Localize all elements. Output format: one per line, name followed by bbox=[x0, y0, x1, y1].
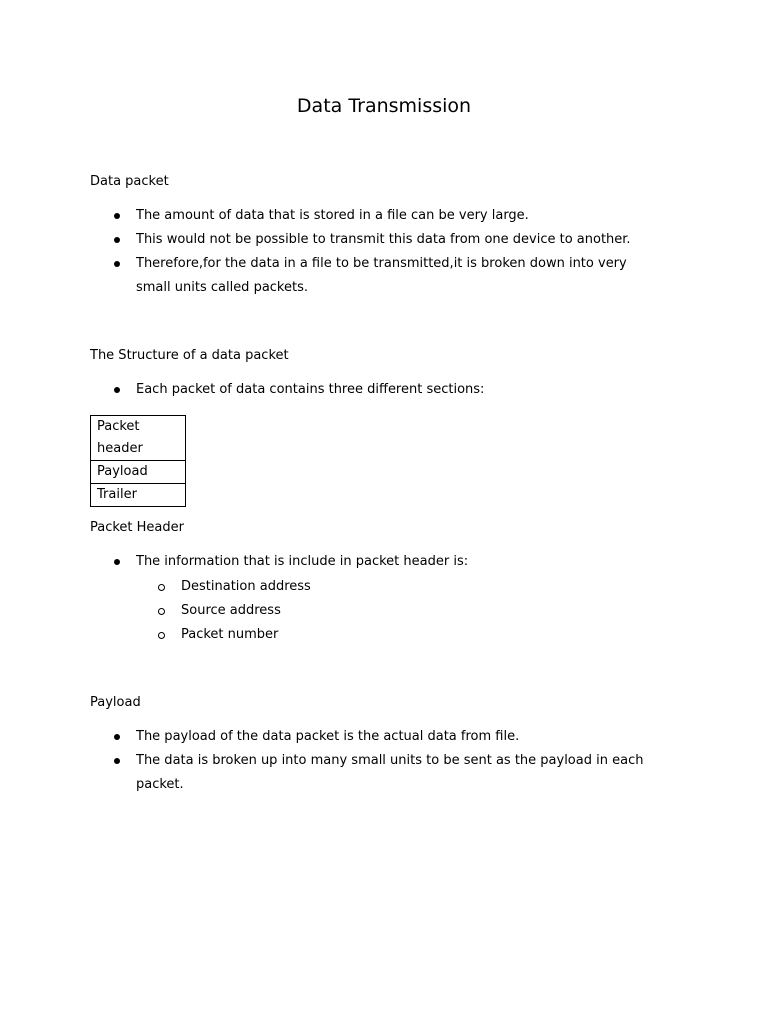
bullet-text: The amount of data that is stored in a file can be very large. bbox=[136, 208, 529, 223]
page-title: Data Transmission bbox=[296, 95, 472, 117]
table-row bbox=[91, 484, 186, 507]
list-item bbox=[0, 378, 656, 402]
bullet-icon bbox=[114, 261, 120, 267]
packet-structure-table bbox=[90, 415, 186, 507]
list-item bbox=[0, 204, 656, 228]
section-heading-structure: The Structure of a data packet bbox=[90, 348, 289, 363]
bullet-text: This would not be possible to transmit this data from one device to another. bbox=[136, 232, 631, 247]
table-cell-payload: Payload bbox=[91, 461, 186, 484]
sub-item-text: Source address bbox=[181, 603, 281, 618]
bullet-icon bbox=[114, 213, 120, 219]
section-heading-packet-header: Packet Header bbox=[90, 520, 184, 535]
packet-header-bullet-list bbox=[0, 550, 656, 574]
table-cell-packet-header: Packet header bbox=[91, 416, 186, 461]
bullet-text: Each packet of data contains three different sections: bbox=[136, 382, 485, 397]
bullet-icon bbox=[114, 734, 120, 740]
sub-list-item bbox=[0, 623, 311, 647]
table-row bbox=[91, 461, 186, 484]
bullet-text: The data is broken up into many small units to be sent as the payload in each packet. bbox=[136, 753, 644, 792]
packet-header-sub-list bbox=[0, 575, 311, 647]
list-item bbox=[0, 725, 656, 749]
sub-list-item bbox=[0, 575, 311, 599]
data-packet-bullet-list bbox=[0, 204, 656, 300]
sub-list-item bbox=[0, 599, 311, 623]
list-item bbox=[0, 252, 656, 300]
bullet-icon bbox=[114, 758, 120, 764]
circle-bullet-icon bbox=[158, 584, 165, 591]
bullet-icon bbox=[114, 237, 120, 243]
bullet-text: The payload of the data packet is the actual data from file. bbox=[136, 729, 520, 744]
payload-bullet-list bbox=[0, 725, 656, 797]
table-cell-trailer: Trailer bbox=[91, 484, 186, 507]
sub-item-text: Packet number bbox=[181, 627, 279, 642]
circle-bullet-icon bbox=[158, 608, 165, 615]
bullet-text: The information that is include in packet header is: bbox=[136, 554, 469, 569]
structure-bullet-list bbox=[0, 378, 656, 402]
list-item bbox=[0, 749, 656, 797]
section-heading-payload: Payload bbox=[90, 695, 141, 710]
list-item bbox=[0, 228, 656, 252]
bullet-icon bbox=[114, 387, 120, 393]
table-row bbox=[91, 416, 186, 461]
section-heading-data-packet: Data packet bbox=[90, 174, 169, 189]
bullet-icon bbox=[114, 559, 120, 565]
sub-item-text: Destination address bbox=[181, 579, 311, 594]
circle-bullet-icon bbox=[158, 632, 165, 639]
bullet-text: Therefore,for the data in a file to be transmitted,it is broken down into very small units called packets. bbox=[136, 256, 627, 295]
list-item bbox=[0, 550, 656, 574]
